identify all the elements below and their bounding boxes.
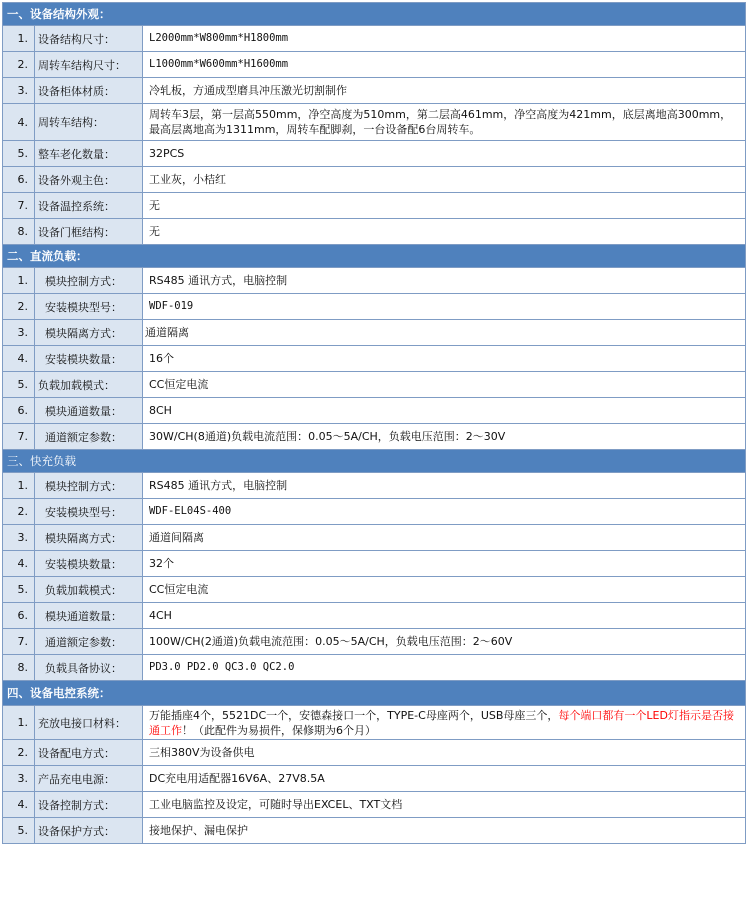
row-label: 设备配电方式： [35, 740, 143, 766]
value-text: 万能插座4个，5521DC一个，安德森接口一个，TYPE-C母座两个，USB母座三个， [149, 708, 559, 722]
row-value: L1000mm*W600mm*H1600mm [143, 52, 746, 78]
table-row [3, 346, 746, 372]
row-value: 工业电脑监控及设定，可随时导出EXCEL、TXT文档 [143, 792, 746, 818]
row-label: 设备外观主色： [35, 167, 143, 193]
table-row [3, 655, 746, 681]
row-number: 5. [3, 372, 35, 398]
row-label: 模块通道数量： [35, 603, 143, 629]
table-row [3, 268, 746, 294]
table-row [3, 398, 746, 424]
row-label: 通道额定参数： [35, 629, 143, 655]
row-label: 通道额定参数： [35, 424, 143, 450]
spec-sheet [2, 2, 746, 844]
row-label: 设备结构尺寸： [35, 26, 143, 52]
row-value: 32PCS [143, 141, 746, 167]
row-number: 2. [3, 294, 35, 320]
row-number: 6. [3, 398, 35, 424]
row-label: 设备控制方式： [35, 792, 143, 818]
row-label: 模块控制方式： [35, 268, 143, 294]
value-highlight: 每个端口都有一个LED灯指示是否接通工作 [149, 708, 734, 737]
row-value: WDF-EL04S-400 [143, 499, 746, 525]
row-value: 100W/CH(2通道)负载电流范围：0.05～5A/CH，负载电压范围：2～60V [143, 629, 746, 655]
row-label: 充放电接口材料： [35, 706, 143, 740]
row-label: 周转车结构： [35, 104, 143, 141]
row-number: 1. [3, 473, 35, 499]
row-value: 无 [143, 193, 746, 219]
row-number: 3. [3, 766, 35, 792]
row-value: 8CH [143, 398, 746, 424]
row-value: 30W/CH(8通道)负载电流范围：0.05～5A/CH，负载电压范围：2～30V [143, 424, 746, 450]
table-row [3, 499, 746, 525]
row-number: 4. [3, 551, 35, 577]
row-label: 模块控制方式： [35, 473, 143, 499]
row-number: 6. [3, 603, 35, 629]
row-value: 4CH [143, 603, 746, 629]
row-label: 模块隔离方式： [35, 320, 143, 346]
row-number: 2. [3, 740, 35, 766]
row-number: 8. [3, 655, 35, 681]
section-header [3, 245, 746, 268]
row-value: RS485 通讯方式，电脑控制 [143, 268, 746, 294]
row-label: 负载加载模式： [35, 577, 143, 603]
row-number: 2. [3, 499, 35, 525]
row-number: 8. [3, 219, 35, 245]
row-label: 模块隔离方式： [35, 525, 143, 551]
row-label: 周转车结构尺寸： [35, 52, 143, 78]
row-value: CC恒定电流 [143, 372, 746, 398]
table-row [3, 629, 746, 655]
section-title: 一、设备结构外观： [3, 3, 746, 26]
row-label: 安装模块型号： [35, 499, 143, 525]
row-value: 无 [143, 219, 746, 245]
row-number: 4. [3, 104, 35, 141]
row-number: 7. [3, 629, 35, 655]
row-number: 3. [3, 525, 35, 551]
row-number: 5. [3, 818, 35, 844]
row-value: 通道间隔离 [143, 525, 746, 551]
table-row [3, 219, 746, 245]
table-row [3, 603, 746, 629]
row-label: 安装模块数量： [35, 346, 143, 372]
table-row [3, 706, 746, 740]
row-number: 1. [3, 26, 35, 52]
row-label: 设备柜体材质： [35, 78, 143, 104]
row-number: 1. [3, 706, 35, 740]
row-value: L2000mm*W800mm*H1800mm [143, 26, 746, 52]
table-row [3, 78, 746, 104]
table-row [3, 818, 746, 844]
table-row [3, 26, 746, 52]
table-row [3, 320, 746, 346]
row-value: 通道隔离 [143, 320, 746, 346]
row-value: 32个 [143, 551, 746, 577]
section-header [3, 450, 746, 473]
row-number: 4. [3, 346, 35, 372]
row-value: 工业灰，小桔红 [143, 167, 746, 193]
table-row [3, 473, 746, 499]
row-number: 4. [3, 792, 35, 818]
section-header [3, 3, 746, 26]
row-number: 7. [3, 424, 35, 450]
section-header [3, 681, 746, 706]
row-label: 产品充电电源： [35, 766, 143, 792]
value-text: ！（此配件为易损件，保修期为6个月） [182, 723, 376, 737]
row-label: 设备门框结构： [35, 219, 143, 245]
row-number: 3. [3, 78, 35, 104]
row-label: 安装模块型号： [35, 294, 143, 320]
row-label: 整车老化数量： [35, 141, 143, 167]
row-number: 7. [3, 193, 35, 219]
table-row [3, 167, 746, 193]
table-row [3, 766, 746, 792]
row-value: PD3.0 PD2.0 QC3.0 QC2.0 [143, 655, 746, 681]
row-value: 冷轧板，方通成型磨具冲压激光切割制作 [143, 78, 746, 104]
row-number: 5. [3, 141, 35, 167]
section-title: 三、快充负载 [3, 450, 746, 473]
table-row [3, 740, 746, 766]
row-label: 模块通道数量： [35, 398, 143, 424]
table-row [3, 792, 746, 818]
section-title: 四、设备电控系统： [3, 681, 746, 706]
row-value: 接地保护、漏电保护 [143, 818, 746, 844]
table-row [3, 372, 746, 398]
row-number: 5. [3, 577, 35, 603]
row-number: 6. [3, 167, 35, 193]
row-label: 设备温控系统： [35, 193, 143, 219]
table-row [3, 193, 746, 219]
row-label: 设备保护方式： [35, 818, 143, 844]
table-row [3, 104, 746, 141]
row-value: 16个 [143, 346, 746, 372]
row-number: 2. [3, 52, 35, 78]
table-row [3, 294, 746, 320]
spec-table [2, 2, 746, 844]
row-value: WDF-019 [143, 294, 746, 320]
row-label: 安装模块数量： [35, 551, 143, 577]
table-row [3, 52, 746, 78]
row-number: 1. [3, 268, 35, 294]
row-value: RS485 通讯方式，电脑控制 [143, 473, 746, 499]
table-row [3, 551, 746, 577]
row-number: 3. [3, 320, 35, 346]
row-label: 负载加载模式： [35, 372, 143, 398]
row-value: DC充电用适配器16V6A、27V8.5A [143, 766, 746, 792]
row-value: 周转车3层，第一层高550mm，净空高度为510mm，第二层高461mm，净空高度为421mm，底层离地高300mm，最高层离地高为1311mm，周转车配脚刹，一台设备配6台周转车。 [143, 104, 746, 141]
table-row [3, 577, 746, 603]
table-row [3, 141, 746, 167]
row-value [143, 706, 746, 740]
row-label: 负载具备协议： [35, 655, 143, 681]
row-value: CC恒定电流 [143, 577, 746, 603]
row-value: 三相380V为设备供电 [143, 740, 746, 766]
table-row [3, 424, 746, 450]
section-title: 二、直流负载： [3, 245, 746, 268]
table-row [3, 525, 746, 551]
